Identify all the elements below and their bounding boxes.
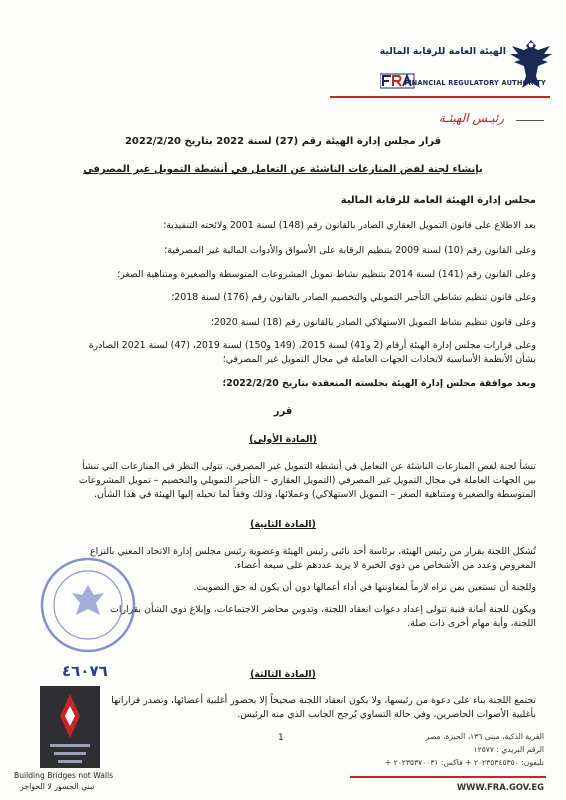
recital: بشأن الأنظمة الأساسية لاتحادات الجهات العاملة في مجال التمويل غير المصرفي؛: [222, 354, 536, 365]
article-line: المعروض وعدد من الأشخاص من ذوي الخبرة لا يزيد عددهم على سبعة أعضاء.: [233, 560, 536, 571]
article-line: المتوسطة والصغيرة ومتناهية الصغر – التمويل الاستهلاكي) وعملائها، وذلك وفقاً لما تحيله إليها الهيئة في هذا الشأن.: [94, 489, 536, 500]
recital: وعلى القانون رقم (10) لسنة 2009 بتنظيم الرقابة على الأسواق والأدوات المالية غير المصرفية؛: [164, 245, 536, 256]
authority-name-english: FINANCIAL REGULATORY AUTHORITY: [404, 79, 546, 87]
article-line: تجتمع اللجنة بناء على دعوة من رئيسها، ولا يكون انعقاد اللجنة صحيحاً إلا بحضور أغلبية أعضائها، وتصدر قراراتها: [111, 695, 536, 706]
header-divider: [330, 96, 550, 98]
article-line: ويكون للجنة أمانة فنية تتولى إعداد دعوات انعقاد اللجنة، وتدوين محاضر الاجتماعات، وإبلاغ ذوي الشأن بقرارات: [110, 604, 536, 615]
recital: وعلى قانون تنظيم نشاطي التأجير التمويلي والتخصيم الصادر بالقانون رقم (176) لسنة 2018؛: [171, 292, 536, 303]
address-line: الرقم البريدي : ١٢٥٧٧: [473, 745, 544, 754]
article-heading: (المادة الثانية): [250, 519, 316, 530]
footer-divider: [350, 776, 546, 778]
decree-subject: بإنشاء لجنة لفض المنازعات الناشئة عن التعامل في أنشطة التمويل غير المصرفي: [83, 164, 483, 175]
decided-heading: قرر: [273, 406, 293, 417]
recital: وعلى القانون رقم (141) لسنة 2014 بتنظيم نشاط تمويل المشروعات المتوسطة والصغيرة ومتناهية الصغر؛: [117, 269, 536, 280]
decree-title: قرار مجلس إدارة الهيئة رقم (27) لسنة 2022 بتاريخ 2022/2/20: [124, 136, 442, 147]
address-line: تليفون: ٢٠٢٣٥٣٤٥٣٥٠ + فاكس: ٢٠٢٣٥٣٧٠٠٣١ +: [384, 758, 544, 767]
chairman-heading: رئيـس الهيئـة: [438, 111, 504, 125]
address-line: القرية الذكية، مبنى ١٣٦، الجيزة، مصر: [425, 732, 544, 741]
article-heading: (المادة الثالثة): [250, 669, 316, 680]
recital: وعلى قانون تنظيم نشاط التمويل الاستهلاكي الصادر بالقانون رقم (18) لسنة 2020؛: [210, 317, 536, 328]
article-heading: (المادة الأولى): [249, 434, 317, 445]
article-line: اللجنة، وأية مهام أخرى ذات صلة.: [407, 618, 536, 629]
article-line: بين الجهات العاملة في مجال التمويل غير المصرفي (التمويل العقاري – التأجير التمويلي والتخصيم – تمويل المشروعات: [78, 475, 536, 486]
slogan-english: Building Bridges not Walls: [14, 771, 114, 780]
chairman-dash: [516, 120, 544, 121]
slogan-arabic: نبني الجسور لا الحواجز: [20, 782, 95, 791]
article-line: تُشكل اللجنة بقرار من رئيس الهيئة، برئاسة أحد نائبي رئيس الهيئة وعضوية رئيس مجلس إدارة الاتحاد المعني بالنزاع: [90, 546, 536, 557]
recital: وبعد موافقة مجلس إدارة الهيئة بجلسته المنعقدة بتاريخ 2022/2/20؛: [222, 378, 536, 389]
article-line: تنشأ لجنة لفض المنازعات الناشئة عن التعامل في أنشطة التمويل غير المصرفي، تتولى النظر في المنازعات التي تنشأ: [82, 461, 536, 472]
board-heading: مجلس إدارة الهيئة العامة للرقابة المالية: [340, 195, 536, 206]
article-line: بأغلبية الأصوات الحاضرين، وفي حالة التساوي يُرجح الجانب الذي منه الرئيس.: [237, 709, 536, 720]
article-line: وللجنة أن تستعين بمن تراه لازماً لمعاونتها في أداء أعمالها دون أن يكون له حق التصويت.: [193, 582, 536, 593]
website-link[interactable]: WWW.FRA.GOV.EG: [456, 782, 544, 792]
official-seal-icon: [38, 555, 138, 655]
authority-name-arabic: الهيئة العامة للرقابة المالية: [379, 46, 506, 57]
stamp-number: ٤٦٠٧٦: [62, 662, 108, 680]
recital: بعد الاطلاع على قانون التمويل العقاري الصادر بالقانون رقم (148) لسنة 2001 ولائحته التنفيذية؛: [163, 220, 536, 231]
page-number: 1: [278, 733, 284, 743]
footer-emblem-icon: [40, 686, 100, 768]
recital: وعلى قرارات مجلس إدارة الهيئة أرقام (2 و41) لسنة 2015، (149 و150) لسنة 2019، (47) لسنة 2021 الصادرة: [88, 340, 536, 351]
